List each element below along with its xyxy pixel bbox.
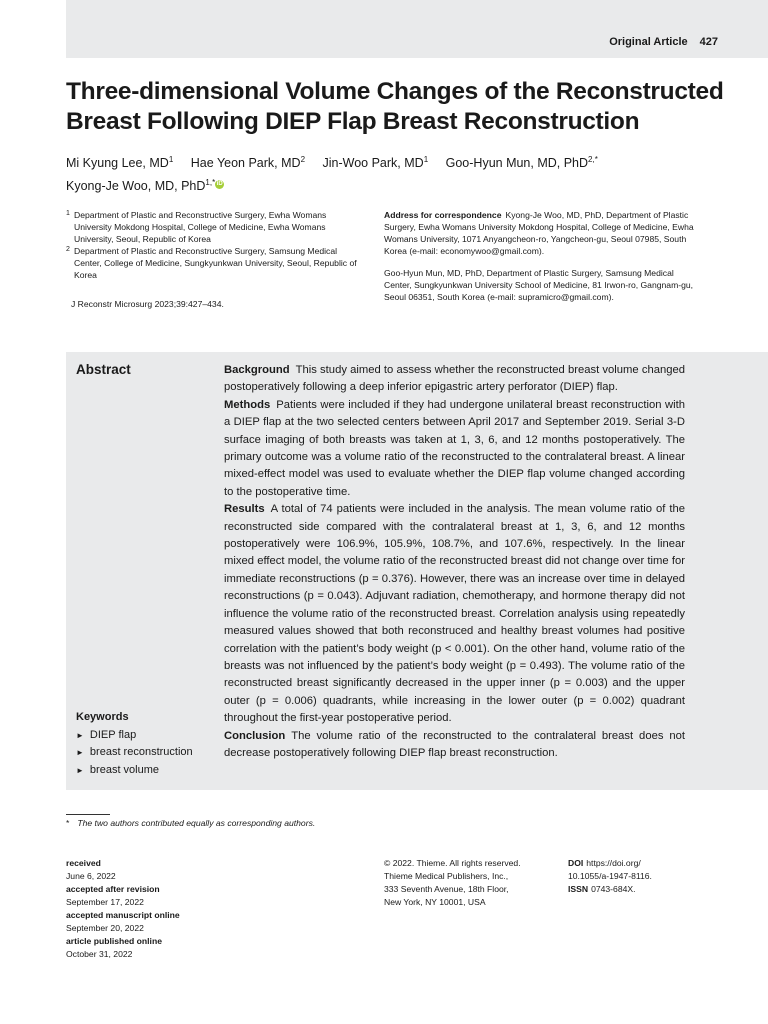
correspondence-label: Address for correspondence (384, 210, 502, 220)
publisher-info: © 2022. Thieme. All rights reserved. Thieme Medical Publishers, Inc., 333 Seventh Avenue, 18th Floor, New York, NY 10001, USA (384, 858, 521, 907)
correspondence (384, 209, 694, 313)
correspondence-text-2: Goo-Hyun Mun, MD, PhD, Department of Plastic Surgery, Samsung Medical Center, Sungkyunkwan University School of Medicine, 81 Irwon-ro, Gangnam-gu, Seoul 06351, South Korea (e-mail: supramicro@gmail.com). (384, 268, 694, 302)
keyword[interactable]: ► breast reconstruction (76, 744, 193, 762)
footnote: * The two authors contributed equally as corresponding authors. (66, 818, 316, 828)
author[interactable]: Hae Yeon Park, $MD^2$ (190, 155, 306, 171)
citation: J Reconstr Microsurg 2023;39:427–434. (71, 299, 224, 309)
affiliations (66, 209, 366, 281)
author[interactable]: Mi Kyung Lee, $MD^1$ (66, 155, 174, 171)
keywords (76, 709, 193, 779)
running-head (609, 36, 718, 48)
affiliation: 1 Department of Plastic and Reconstructive Surgery, Ewha Womans University Mokdong Hospital, College of Medicine, Ewha Womans University, Seoul, Republic of Korea (66, 210, 327, 244)
abstract-methods: Methods Patients were included if they had undergone unilateral breast reconstruction with a DIEP flap at the two selected centers between April 2017 and September 2019. Serial 3-D surface imaging of both breasts was taken at 1, 3, 6, and 12 months postoperatively. The primary outcome was a volume ratio of the reconstructed to the contralateral breast. A linear mixed-effect model was used to evaluate whether the DIEP flap volume changed according to the postoperative time. (224, 398, 685, 498)
abstract-heading: Abstract (76, 362, 131, 377)
keyword[interactable]: ► DIEP flap (76, 727, 193, 745)
keywords-heading: Keywords (76, 711, 129, 723)
article-type: Original Article (609, 36, 688, 48)
page-number: 427 (699, 36, 718, 48)
affiliation: 2 Department of Plastic and Reconstructive Surgery, Samsung Medical Center, College of Medicine, Sungkyunkwan University, Seoul, Republic of Korea (66, 246, 357, 280)
doi-info: DOI https://doi.org/ 10.1055/a-1947-8116. ISSN 0743-684X. (568, 858, 652, 894)
keyword[interactable]: ► breast volume (76, 762, 193, 780)
abstract-background: Background This study aimed to assess whether the reconstructed breast volume changed postoperatively following a deep inferior epigastric artery perforator (DIEP) flap. (224, 364, 685, 394)
article-history: received June 6, 2022 accepted after revision September 17, 2022 accepted manuscript online September 20, 2022 article published online October 31, 2022 (66, 858, 180, 959)
header-band (66, 0, 768, 58)
abstract-results: Results A total of 74 patients were included in the analysis. The mean volume ratio of the reconstructed side compared with the contralateral breast at 1, 3, 6, and 12 months postoperatively were 106.9%, 105.9%, 108.7%, and 107.6%, respectively. In the linear mixed effect model, the volume ratio of the reconstructed breast did not change over time for immediate reconstructions (p = 0.376). However, there was an increase over time in delayed reconstructions (p = 0.043). Adjuvant radiation, chemotherapy, and hormone therapy did not influence the volume ratio of the reconstructed breast. Correlation analysis using repeatedly measured values showed that both reconstruced and healthy breast volumes had positive correlation with the patient’s body weight (p < 0.001). On the other hand, volume ratio of the breasts was not influenced by the patient’s body weight (p = 0.493). The volume ratio of the reconstructed breast significantly decreased in the upper inner (p = 0.003) and the upper outer (p = 0.006) quadrants, while increasing in the lower outer (p = 0.002) quadrant throughout the first-year postoperative period. (224, 503, 685, 725)
abstract-body (224, 362, 685, 762)
correspondence-text: Kyong-Je Woo, MD, PhD, Department of Plastic Surgery, Ewha Womans University Mokdong Hospital, College of Medicine, Ewha Womans University, 1071 Anyangcheon-ro, Yangcheon-gu, Seoul 07985, South Korea (e-mail: economywoo@gmail.com). (384, 210, 694, 256)
author[interactable]: Jin-Woo Park, $MD^1$ (322, 155, 429, 171)
doi-link[interactable]: https://doi.org/ (586, 858, 641, 868)
author[interactable]: Goo-Hyun Mun, MD, PhD$^{2,*}$ (445, 155, 598, 171)
doi-value[interactable]: 10.1055/a-1947-8116. (568, 871, 652, 881)
author-list (66, 150, 726, 196)
orcid-icon[interactable]: iD (216, 181, 223, 188)
author[interactable]: Kyong-Je Woo, MD, PhD$^{1,*}$ iD (66, 178, 223, 194)
abstract-conclusion: Conclusion The volume ratio of the reconstructed to the contralateral breast does not decrease postoperatively following DIEP flap breast reconstruction. (224, 729, 685, 759)
footnote-rule (66, 814, 110, 815)
article-title: Three-dimensional Volume Changes of the Reconstructed Breast Following DIEP Flap Breast Reconstruction (66, 78, 724, 135)
